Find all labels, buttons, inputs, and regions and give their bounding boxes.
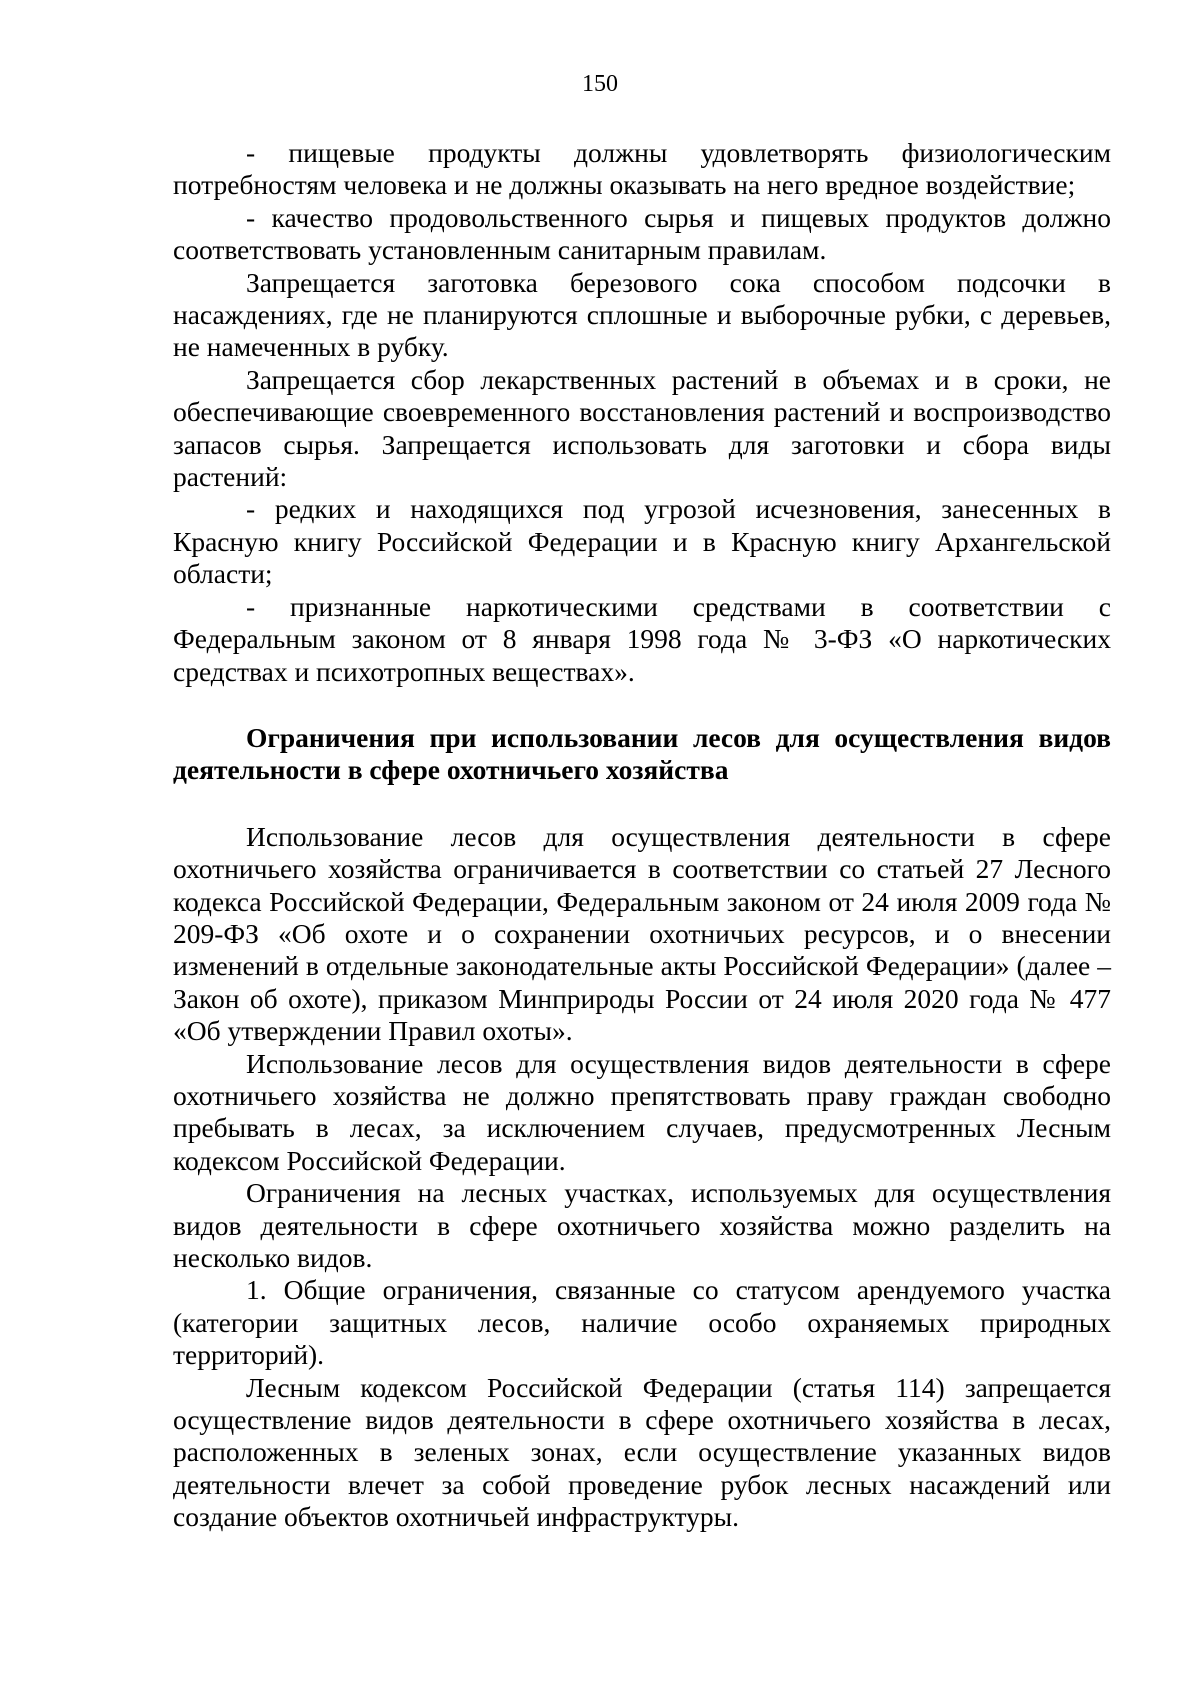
paragraph: 1. Общие ограничения, связанные со статусом арендуемого участка (категории защитных лесов, наличие особо охраняемых природных территорий). — [173, 1274, 1111, 1371]
paragraph: - признанные наркотическими средствами в соответствии с Федеральным законом от 8 января 1998 года № 3-ФЗ «О наркотических средствах и психотропных веществах». — [173, 590, 1111, 687]
page-body — [173, 137, 1111, 1534]
paragraph: - пищевые продукты должны удовлетворять физиологическим потребностям человека и не должны оказывать на него вредное воздействие; — [173, 137, 1111, 201]
paragraph: Использование лесов для осуществления деятельности в сфере охотничьего хозяйства ограничивается в соответствии со статьей 27 Лесного кодекса Российской Федерации, Федеральным законом от 24 июля 2009 года № 209-ФЗ «Об охоте и о сохранении охотничьих ресурсов, и о внесении изменений в отдельные законодательные акты Российской Федерации» (далее – Закон об охоте), приказом Минприроды России от 24 июля 2020 года № 477 «Об утверждении Правил охоты». — [173, 820, 1111, 1047]
section-heading: Ограничения при использовании лесов для осуществления видов деятельности в сфере охотничьего хозяйства — [173, 721, 1111, 786]
paragraph: Ограничения на лесных участках, используемых для осуществления видов деятельности в сфере охотничьего хозяйства можно разделить на несколько видов. — [173, 1177, 1111, 1273]
paragraph: Лесным кодексом Российской Федерации (статья 114) запрещается осуществление видов деятельности в сфере охотничьего хозяйства в лесах, расположенных в зеленых зонах, если осуществление указанных видов деятельности влечет за собой проведение рубок лесных насаждений или создание объектов охотничьей инфраструктуры. — [173, 1371, 1111, 1533]
paragraph: Запрещается заготовка березового сока способом подсочки в насаждениях, где не планируются сплошные и выборочные рубки, с деревьев, не намеченных в рубку. — [173, 266, 1111, 363]
paragraph: Использование лесов для осуществления видов деятельности в сфере охотничьего хозяйства не должно препятствовать праву граждан свободно пребывать в лесах, за исключением случаев, предусмотренных Лесным кодексом Российской Федерации. — [173, 1047, 1111, 1176]
paragraph: - редких и находящихся под угрозой исчезновения, занесенных в Красную книгу Российской Федерации и в Красную книгу Архангельской области; — [173, 493, 1111, 590]
paragraph: - качество продовольственного сырья и пищевых продуктов должно соответствовать установленным санитарным правилам. — [173, 201, 1111, 266]
paragraph: Запрещается сбор лекарственных растений в объемах и в сроки, не обеспечивающие своевременного восстановления растений и воспроизводство запасов сырья. Запрещается использовать для заготовки и сбора виды растений: — [173, 363, 1111, 493]
page-number: 150 — [582, 71, 618, 97]
